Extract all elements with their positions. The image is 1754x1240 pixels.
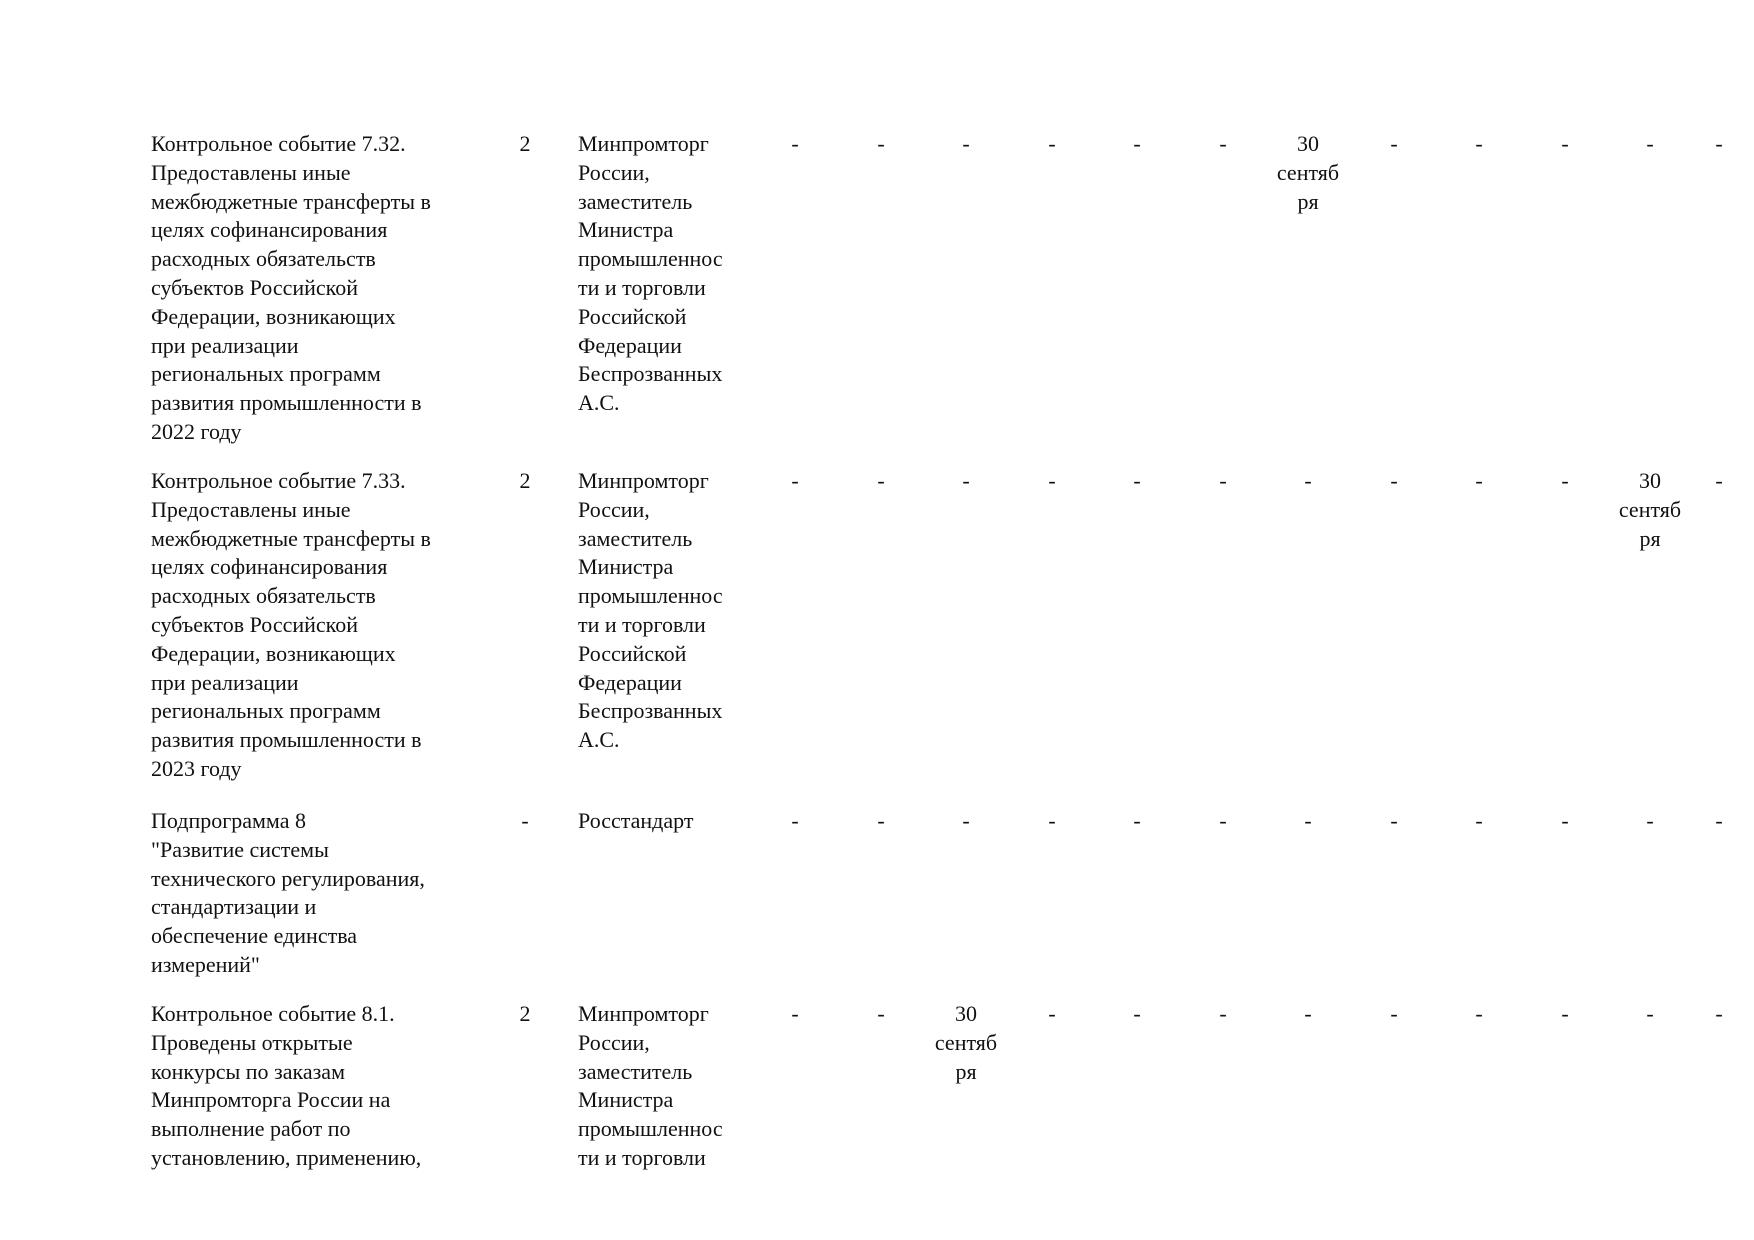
event-category: 2	[519, 468, 531, 493]
event-responsible: Росстандарт	[578, 808, 694, 833]
quarter-cell: -	[1048, 808, 1056, 833]
quarter-cell: -	[1646, 808, 1654, 833]
quarter-cell: -	[1133, 808, 1141, 833]
quarter-cell: -	[1561, 131, 1569, 156]
quarter-cell: 30 сентяб ря	[1276, 131, 1340, 214]
quarter-cell: -	[1475, 1001, 1483, 1026]
quarter-cell: -	[1390, 808, 1398, 833]
quarter-cell: -	[1304, 1001, 1312, 1026]
quarter-cell: -	[1475, 131, 1483, 156]
quarter-cell: -	[1133, 131, 1141, 156]
event-category: 2	[519, 131, 531, 156]
quarter-cell: -	[962, 468, 970, 493]
quarter-cell: -	[962, 808, 970, 833]
quarter-cell: -	[791, 131, 799, 156]
quarter-cell: -	[1219, 468, 1227, 493]
event-responsible: Минпромторг России, заместитель Министра промышленнос ти и торговли Российской Федерации Беспрозванных А.С.	[578, 468, 723, 753]
quarter-cell: -	[1048, 468, 1056, 493]
quarter-cell: -	[1475, 468, 1483, 493]
event-name: Контрольное событие 7.33. Предоставлены иные межбюджетные трансферты в целях софинансирования расходных обязательств субъектов Российской Федерации, возникающих при реализации региональных программ развития промышленности в 2023 году	[151, 468, 431, 781]
subprogram-name: Подпрограмма 8 "Развитие системы технического регулирования, стандартизации и обеспечение единства измерений"	[151, 808, 425, 977]
quarter-cell: -	[1048, 1001, 1056, 1026]
quarter-cell: -	[1475, 808, 1483, 833]
quarter-cell: -	[1219, 131, 1227, 156]
event-category: 2	[519, 1001, 531, 1026]
quarter-cell: -	[1390, 468, 1398, 493]
quarter-cell: -	[1390, 1001, 1398, 1026]
quarter-cell: -	[791, 468, 799, 493]
event-name: Контрольное событие 7.32. Предоставлены иные межбюджетные трансферты в целях софинансирования расходных обязательств субъектов Российской Федерации, возникающих при реализации региональных программ развития промышленности в 2022 году	[151, 131, 431, 444]
quarter-cell: -	[1133, 1001, 1141, 1026]
quarter-cell: -	[1304, 808, 1312, 833]
quarter-cell: -	[791, 1001, 799, 1026]
event-category: -	[521, 808, 529, 833]
quarter-cell: 30 сентяб ря	[934, 1001, 998, 1084]
event-responsible: Минпромторг России, заместитель Министра промышленнос ти и торговли	[578, 1001, 723, 1170]
quarter-cell: -	[877, 1001, 885, 1026]
event-name: Контрольное событие 8.1. Проведены открытые конкурсы по заказам Минпромторга России на выполнение работ по установлению, применению,	[151, 1001, 422, 1170]
event-responsible: Минпромторг России, заместитель Министра промышленнос ти и торговли Российской Федерации Беспрозванных А.С.	[578, 131, 723, 416]
quarter-cell: -	[877, 131, 885, 156]
quarter-cell: -	[1219, 808, 1227, 833]
quarter-cell: -	[1304, 468, 1312, 493]
quarter-cell: -	[877, 808, 885, 833]
quarter-cell: -	[1715, 468, 1723, 493]
quarter-cell: -	[1390, 131, 1398, 156]
quarter-cell: -	[791, 808, 799, 833]
quarter-cell: -	[1048, 131, 1056, 156]
quarter-cell: -	[1219, 1001, 1227, 1026]
quarter-cell: -	[1646, 131, 1654, 156]
quarter-cell: -	[1133, 468, 1141, 493]
quarter-cell: -	[1646, 1001, 1654, 1026]
quarter-cell: -	[1561, 1001, 1569, 1026]
quarter-cell: 30 сентяб ря	[1618, 468, 1682, 551]
quarter-cell: -	[1715, 1001, 1723, 1026]
quarter-cell: -	[1715, 131, 1723, 156]
quarter-cell: -	[1561, 808, 1569, 833]
quarter-cell: -	[1561, 468, 1569, 493]
quarter-cell: -	[877, 468, 885, 493]
quarter-cell: -	[1715, 808, 1723, 833]
quarter-cell: -	[962, 131, 970, 156]
